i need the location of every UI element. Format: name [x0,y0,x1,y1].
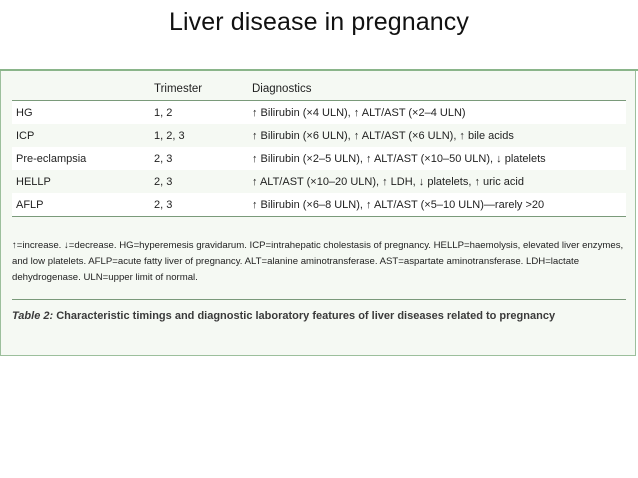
table-row [12,101,626,125]
caption-label: Table 2: [12,310,54,322]
header-disease [12,78,150,101]
table-caption [12,307,612,325]
disease-cell: Pre-eclampsia [12,147,150,170]
table-row [12,193,626,217]
trimester-cell: 2, 3 [150,193,248,217]
table-row [12,147,626,170]
disease-cell: AFLP [12,193,150,217]
table-row [12,170,626,193]
trimester-cell: 2, 3 [150,170,248,193]
liver-disease-table [12,78,626,217]
trimester-cell: 2, 3 [150,147,248,170]
trimester-cell: 1, 2 [150,101,248,125]
table-row [12,124,626,147]
table-footnote: ↑=increase. ↓=decrease. HG=hyperemesis gravidarum. ICP=intrahepatic cholestasis of pregnancy. HELLP=haemolysis, elevated liver enzymes, and low platelets. AFLP=acute fatty liver of pregnancy. ALT=alanine aminotransferase. AST=aspartate aminotransferase. LDH=lactate dehydrogenase. ULN=upper limit of normal. [12,240,624,283]
diagnostics-cell: ↑ ALT/AST (×10–20 ULN), ↑ LDH, ↓ platelets, ↑ uric acid [248,170,626,193]
disease-cell: ICP [12,124,150,147]
slide-title: Liver disease in pregnancy [169,8,469,36]
disease-cell: HG [12,101,150,125]
panel-top-border [0,69,638,71]
caption-text: Characteristic timings and diagnostic laboratory features of liver diseases related to pregnancy [56,310,556,322]
caption-divider [12,299,626,300]
trimester-cell: 1, 2, 3 [150,124,248,147]
diagnostics-cell: ↑ Bilirubin (×4 ULN), ↑ ALT/AST (×2–4 ULN) [248,101,626,125]
disease-cell: HELLP [12,170,150,193]
table-header-row [12,78,626,101]
header-diagnostics: Diagnostics [248,78,626,101]
header-trimester: Trimester [150,78,248,101]
diagnostics-cell: ↑ Bilirubin (×2–5 ULN), ↑ ALT/AST (×10–50 ULN), ↓ platelets [248,147,626,170]
diagnostics-cell: ↑ Bilirubin (×6–8 ULN), ↑ ALT/AST (×5–10 ULN)—rarely >20 [248,193,626,217]
diagnostics-cell: ↑ Bilirubin (×6 ULN), ↑ ALT/AST (×6 ULN), ↑ bile acids [248,124,626,147]
